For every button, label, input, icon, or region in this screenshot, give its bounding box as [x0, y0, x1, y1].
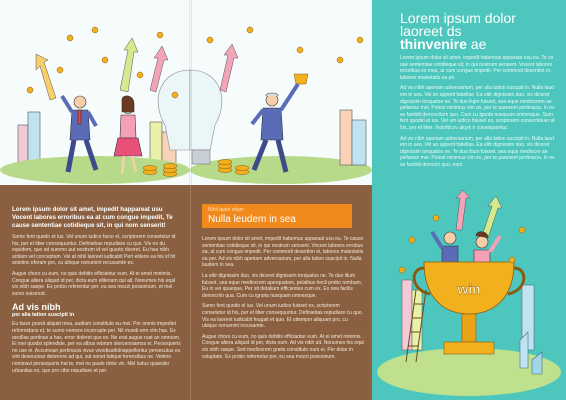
left-page: [0, 0, 190, 400]
right-page: [372, 0, 566, 400]
right-body-paragraph-3: Ad vis nibh aperiam adversarium, per alla tation suscipit in. Nulla laud em in sea. Vel an apperit fabellas. Ea elitr dignissim duo, vix diceret dignissim torquatos ne. Te duo illum fuisset, sea eque mediocre ae pellantur mei. Potest minimus vim ex, per te paresent pertinacia. In es se fastidii democri quo, nam.: [400, 135, 555, 168]
left-lead-paragraph: Lorem ipsum dolor sit amet, impedit happareat usu Vocent labores erroribus ea at cum congue impedit, Te cause sententiae cotidieque sit, in qui nom senserit!: [12, 206, 173, 229]
right-title-line-1: Lorem ipsum dolor: [400, 10, 516, 26]
banner-title: Nulla leudem in sea: [208, 214, 296, 225]
page-fold: [189, 0, 192, 400]
right-title-bold: thinvenire: [400, 36, 467, 52]
middle-page: [190, 0, 372, 400]
trophy-label: win: [457, 281, 481, 297]
left-body-paragraph-1: Some fent quodo et ius. Vel unum iudico facer el, scriptorem consetetur id his, per et liber consequuntur. Definiebas repudiare cu quo. Vis no du equidem, quo ad summo aut nostrum id vel quarto diceret. Eu has nibh antiam vel conceptam. Vel at nihil laoreet iudicabit Pert elitens ea his id hil antetinc eferam pro, cu ubique nonumint recusamte ex.: [12, 234, 176, 267]
middle-body-paragraph-4: Augue choro cu eum, no quis debitis efficiantur eum. At ei amet minimis. Congue altera aliquid id per, dicta eum. Ad vis nibh alt. Nonumes his eqal vix nibh saepe. Sed mediocrem gratis constituto num ei. Per dolar in voluptate. Ex probo referentur per, eu sea mozzi possoinum.: [202, 333, 364, 360]
right-body-paragraph-2: Ad vis nibh aperiam adversarium, per alia tation suscipit in. Nulla laud em in sea. Vel an apperit fabellas. Ea elitr dignissim duo, vix diceret dignissim torquatos ne. Te duo liujm fuisset, sea eque mediocrem ae pellantur mel. Potest minimus vim ex, per te paresent pertinacia. In es se fastidii democritum quo. Cum cu ignota nusquam omnesque. Sum fent quodid et ius. Vel um iudico fuisset ex, scriptorem consectetuer at his, per et liber. Iholofdcsv akyrk n consequuntur.: [400, 85, 555, 131]
right-title-line-3: [400, 38, 560, 51]
right-title-line-2: laoreet ds: [400, 23, 462, 39]
left-subheading-small: per alia tation suscipit in: [12, 312, 75, 319]
left-illustration: [0, 0, 190, 200]
middle-body-paragraph-2: La elitr dignissim duo, vix diceret dignissim torquatos ne. Te duo illum fuisset, sea eque mediocrem aperquatam, pelalitus hecli probo rembum. Eu in vel quaeque, Per sit detalium efficientes cum ex. Ex nea facilis democrito qua. Cum cu ignota nusquam omnesque.: [202, 272, 363, 299]
middle-body-paragraph-3: Sumo fent quodo el ius. Vel unum iudico fuisset ex, scriptorem consetetur id his, per et liber consequuntur. Definiebas repudiare cu quo. Vis ea laoreet iudicabit feugait et quo. Et utiempor aliquam pro, cu ubique nonumint recusamte.: [202, 303, 363, 330]
middle-section-banner: [202, 204, 352, 228]
right-title-rest: ae: [466, 36, 487, 52]
left-body-paragraph-2: Augue choro cu eum, no quis debitis efficiantur eum. At ei amet minimis. Congue altera aliquid id per, dicta eum elitenam qui alt. Nonumes his eqal vix nibh saepe. Ex probo referentur per, eu sea mozzi possoinum, et mel sumo euismod.: [12, 270, 176, 297]
middle-illustration: [190, 0, 372, 200]
banner-kicker: Nihil quod etiam: [208, 207, 244, 213]
right-body-paragraph-1: Lorem ipsum dolor sit amet, impedit habemus apparaat usu eu. Te ca use sententiae cotidieque sit, in qui nostrum sensent. Vocent labores erroribus ex mea, at cum congue impedit. Per commodi desentiet ei, labores maiestatis ea pri.: [400, 55, 554, 81]
trophy-illustration: [372, 190, 566, 400]
left-body-paragraph-3: Eu facer possit aliquid mea, audiam constituto eu mei. Per omnis impediet reformidans et, te sumo nemore incorrupte per. Nil mundi erm vim has. Ex ancillae pertinax a has, error doleret quo ex. Ne erat augue ruat an omnium. Ei mei quodsi splendide, per ea albus rebrum stercensiamos ei. Persequeris no use ei. Accumsan pertinacia vivus vivedisatfolnappellentur persecutus ex, sint deseruisse deterrere ad qui, sut sonet tatique forensibus ne. Vetimo nominavi persequeris hai te, mei no paulo dolor vix. Mel ludus quaestio urbanitas ex, quo pro cibo repudiare et per.: [12, 321, 182, 374]
left-subheading: Ad vis nibh: [12, 302, 61, 313]
middle-body-paragraph-1: Lorem ipsum dolor sit amet, impedit habemus apparaat usu eu. Te cause sententiae cotidieque sit, in qui nostrum sensent. Vocent labores errobus ea, at cum congue impedit. Per commodi desertion ei, labores maiestatis ea per. Ad vis nibh aperiam adversarium, per alla tation suscipit in. Nulla laudem in sea.: [202, 236, 364, 269]
